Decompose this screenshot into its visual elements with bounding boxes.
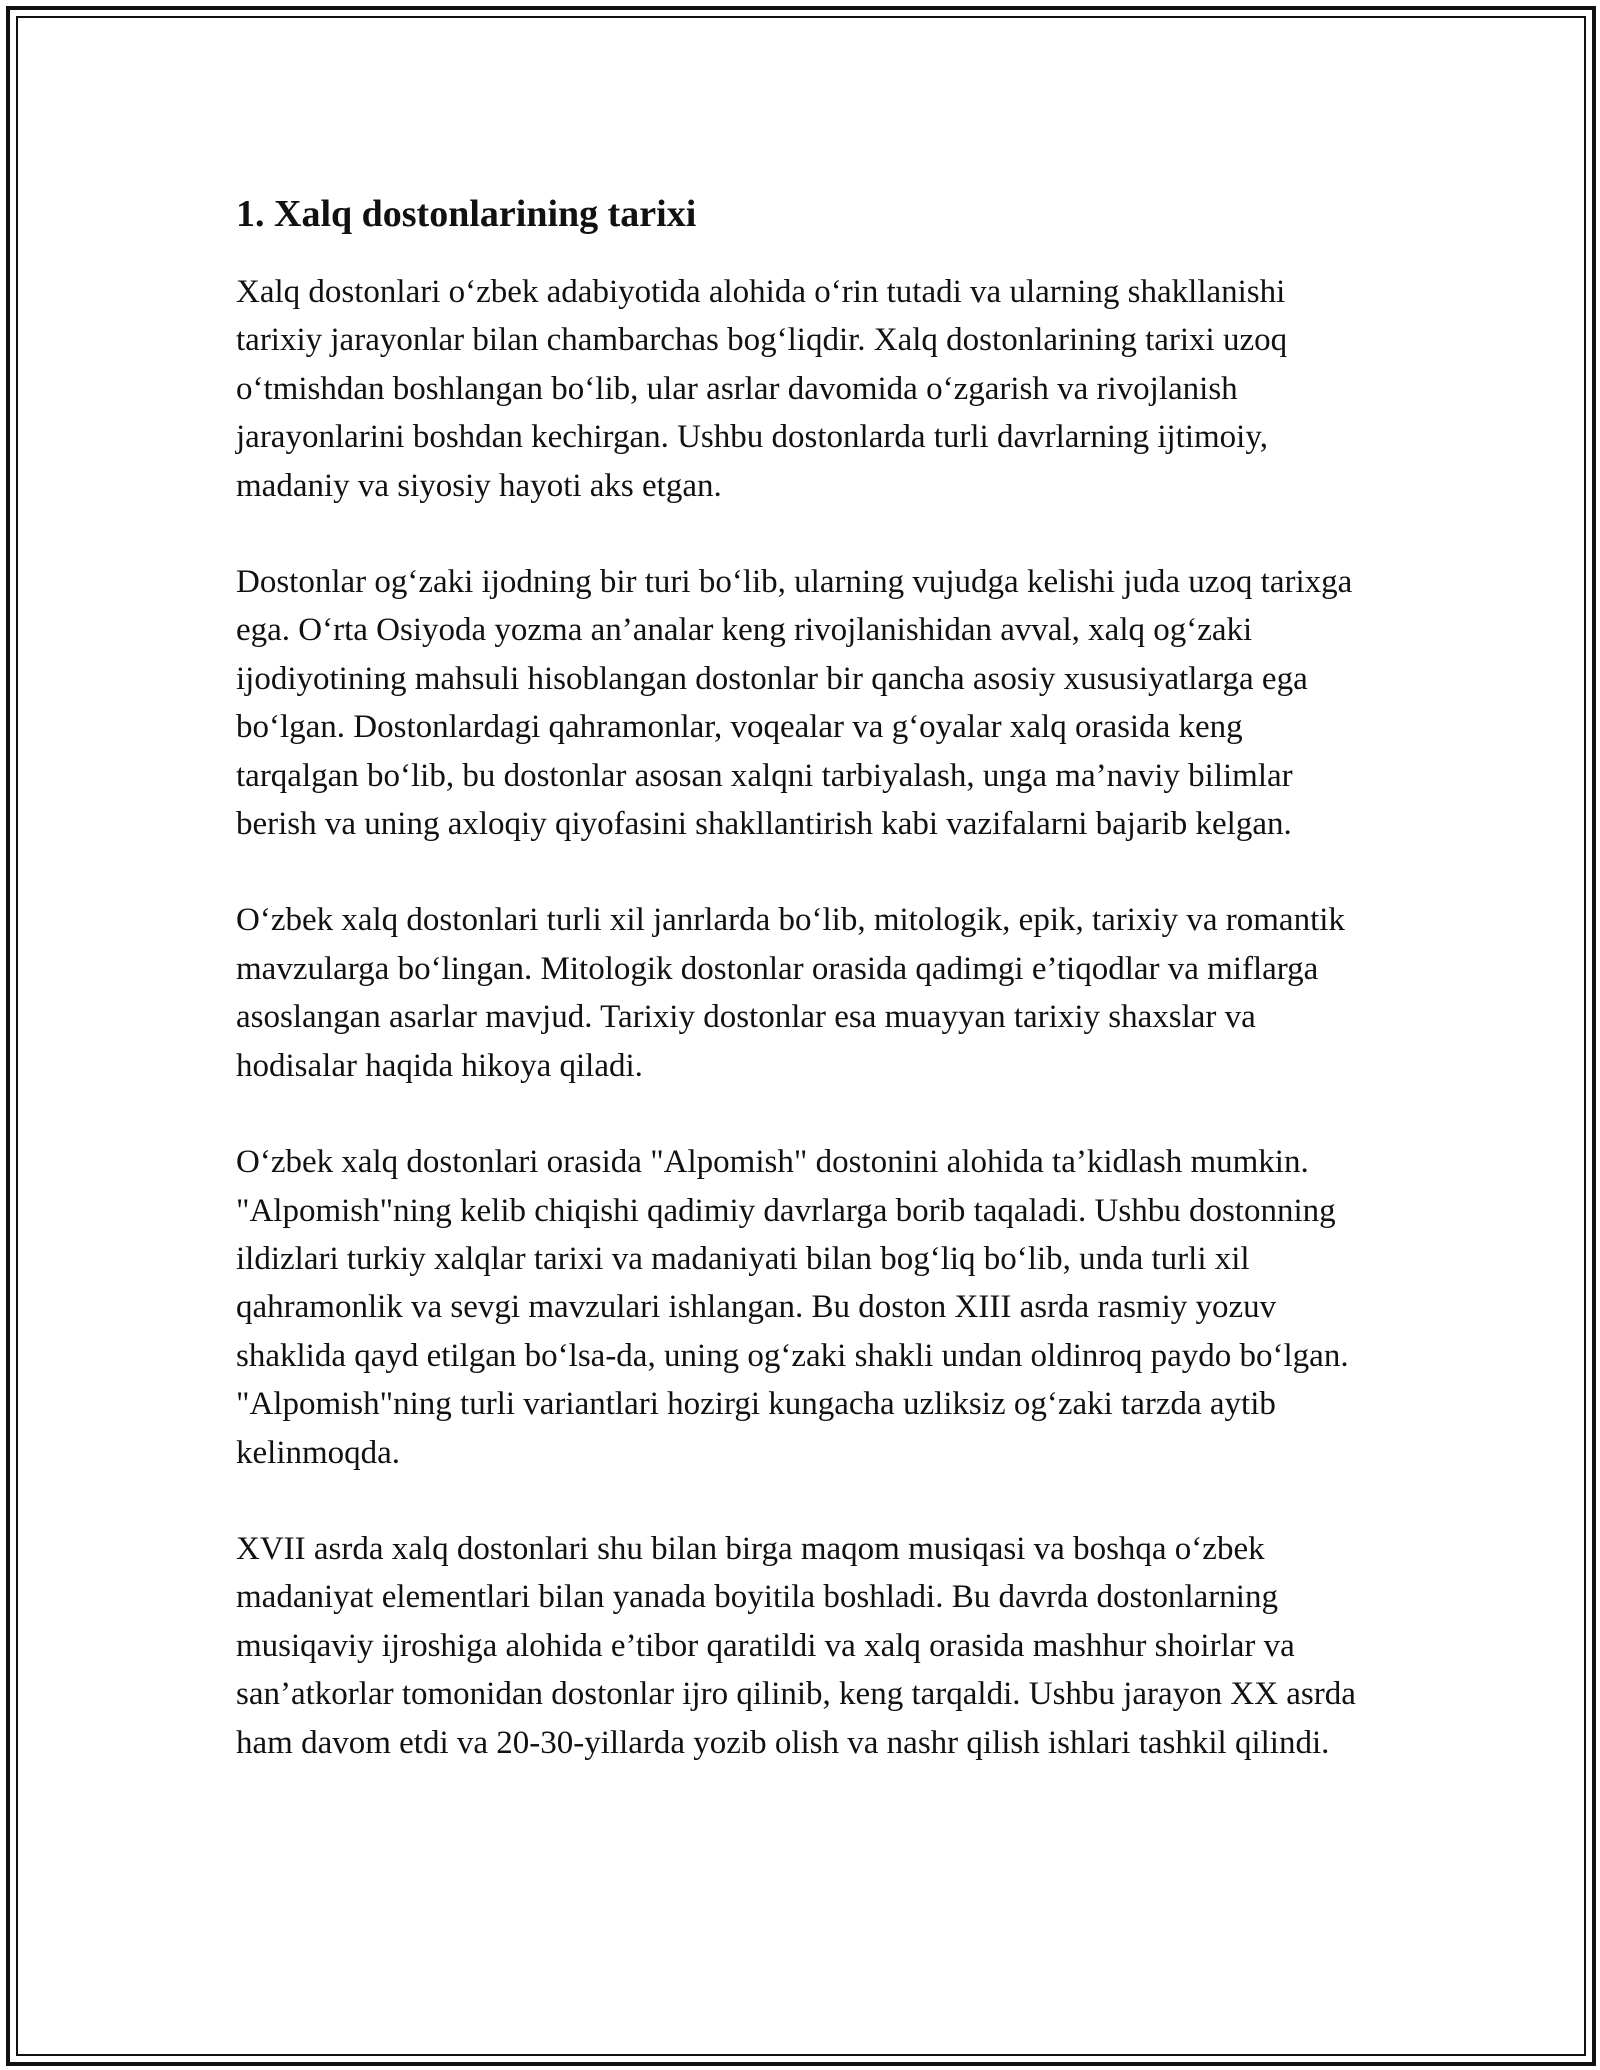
paragraph-2: Dostonlar og‘zaki ijodning bir turi bo‘lib, ularning vujudga kelishi juda uzoq tarixga ega. O‘rta Osiyoda yozma an’analar keng rivojlanishidan avval, xalq og‘zaki ijodiyotining mahsuli hisoblangan dostonlar bir qancha asosiy xususiyatlarga ega bo‘lgan. Dostonlardagi qahramonlar, voqealar va g‘oyalar xalq orasida keng tarqalgan bo‘lib, bu dostonlar asosan xalqni tarbiyalash, unga ma’naviy bilimlar berish va uning axloqiy qiyofasini shakllantirish kabi vazifalarni bajarib kelgan. bbox=[236, 564, 1353, 843]
paragraph-1: Xalq dostonlari o‘zbek adabiyotida alohida o‘rin tutadi va ularning shakllanishi tarixiy jarayonlar bilan chambarchas bog‘liqdir. Xalq dostonlarining tarixi uzoq o‘tmishdan boshlangan bo‘lib, ular asrlar davomida o‘zgarish va rivojlanish jarayonlarini boshdan kechirgan. Ushbu dostonlarda turli davrlarning ijtimoiy, madaniy va siyosiy hayoti aks etgan. bbox=[236, 274, 1288, 504]
paragraph-4: O‘zbek xalq dostonlari orasida "Alpomish" dostonini alohida ta’kidlash mumkin. "Alpomish"ning kelib chiqishi qadimiy davrlarga borib taqaladi. Ushbu dostonning ildizlari turkiy xalqlar tarixi va madaniyati bilan bog‘liq bo‘lib, unda turli xil qahramonlik va sevgi mavzulari ishlangan. Bu doston XIII asrda rasmiy yozuv shaklida qayd etilgan bo‘lsa-da, uning og‘zaki shakli undan oldinroq paydo bo‘lgan. "Alpomish"ning turli variantlari hozirgi kungacha uzliksiz og‘zaki tarzda aytib kelinmoqda. bbox=[236, 1144, 1349, 1471]
paragraph-3: O‘zbek xalq dostonlari turli xil janrlarda bo‘lib, mitologik, epik, tarixiy va romantik mavzularga bo‘lingan. Mitologik dostonlar orasida qadimgi e’tiqodlar va miflarga asoslangan asarlar mavjud. Tarixiy dostonlar esa muayyan tarixiy shaxslar va hodisalar haqida hikoya qiladi. bbox=[236, 902, 1345, 1084]
document-body bbox=[236, 188, 1366, 1767]
paragraph-5: XVII asrda xalq dostonlari shu bilan birga maqom musiqasi va boshqa o‘zbek madaniyat elementlari bilan yanada boyitila boshladi. Bu davrda dostonlarning musiqaviy ijroshiga alohida e’tibor qaratildi va xalq orasida mashhur shoirlar va san’atkorlar tomonidan dostonlar ijro qilinib, keng tarqaldi. Ushbu jarayon XX asrda ham davom etdi va 20-30-yillarda yozib olish va nashr qilish ishlari tashkil qilindi. bbox=[236, 1530, 1356, 1761]
section-heading: 1. Xalq dostonlarining tarixi bbox=[236, 193, 697, 235]
